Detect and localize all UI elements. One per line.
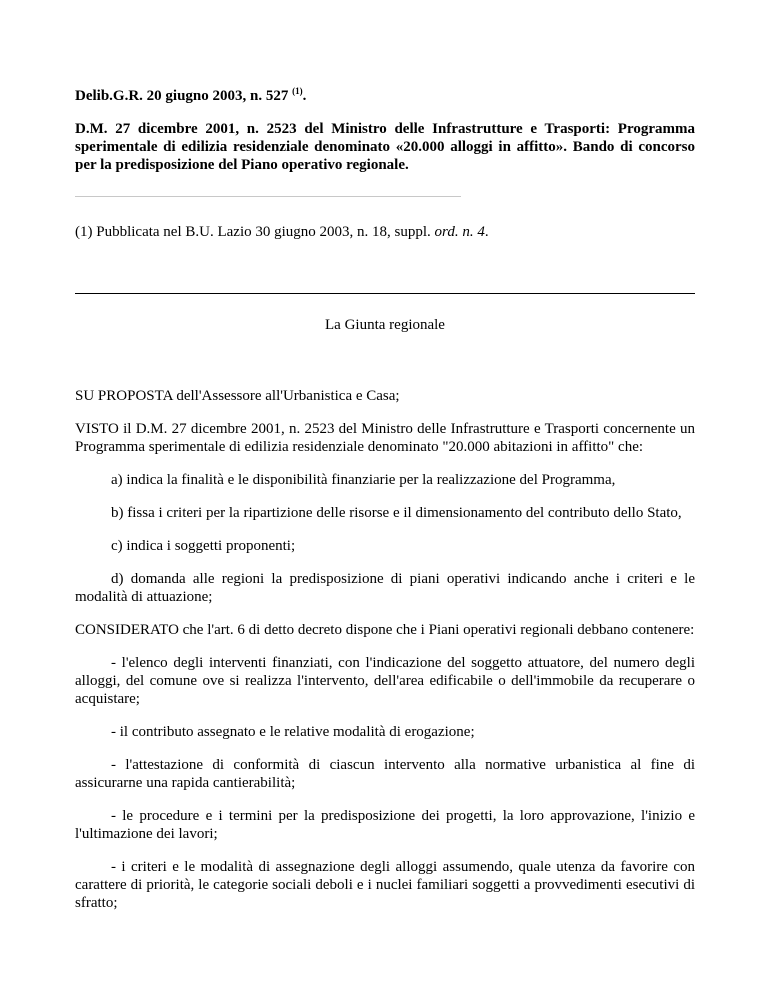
footnote-reference[interactable]: (1) xyxy=(292,86,303,96)
list-item: - il contributo assegnato e le relative modalità di erogazione; xyxy=(111,724,475,740)
list-item: d) domanda alle regioni la predisposizione di piani operativi indicando anche i criteri e le modalità di attuazione; xyxy=(75,571,695,605)
footnote-end: . xyxy=(484,224,489,240)
list-item: - l'elenco degli interventi finanziati, con l'indicazione del soggetto attuatore, del numero degli alloggi, del comune ove si realizza l'intervento, dell'area edificabile o dell'immobile da recuperare o acquistare; xyxy=(75,655,695,707)
list-item: c) indica i soggetti proponenti; xyxy=(111,538,296,554)
list-item: b) fissa i criteri per la ripartizione delle risorse e il dimensionamento del contributo dello Stato, xyxy=(111,505,682,521)
list-item: - le procedure e i termini per la predisposizione dei progetti, la loro approvazione, l'inizio e l'ultimazione dei lavori; xyxy=(75,808,695,842)
title-text: Delib.G.R. 20 giugno 2003, n. 527 xyxy=(75,88,289,104)
paragraph-proposta: SU PROPOSTA dell'Assessore all'Urbanistica e Casa; xyxy=(75,388,400,404)
document-body xyxy=(75,387,695,927)
section-heading: La Giunta regionale xyxy=(325,317,445,333)
list-item: a) indica la finalità e le disponibilità finanziarie per la realizzazione del Programma, xyxy=(111,472,616,488)
paragraph-visto: VISTO il D.M. 27 dicembre 2001, n. 2523 del Ministro delle Infrastrutture e Trasporti concernente un Programma sperimentale di edilizia residenziale denominato "20.000 abitazioni in affitto" che: xyxy=(75,421,695,455)
footnote xyxy=(75,223,489,241)
footnote-text: (1) Pubblicata nel B.U. Lazio 30 giugno 2003, n. 18, suppl. xyxy=(75,224,431,240)
footnote-divider xyxy=(75,196,461,197)
document-title xyxy=(75,87,306,105)
section-divider xyxy=(75,293,695,294)
list-item: - l'attestazione di conformità di ciascun intervento alla normative urbanistica al fine di assicurarne una rapida cantierabilità; xyxy=(75,757,695,791)
paragraph-considerato: CONSIDERATO che l'art. 6 di detto decreto dispone che i Piani operativi regionali debbano contenere: xyxy=(75,622,695,638)
list-item: - i criteri e le modalità di assegnazione degli alloggi assumendo, quale utenza da favorire con carattere di priorità, le categorie sociali deboli e i nuclei familiari soggetti a provvedimenti esecutivi di sfratto; xyxy=(75,859,695,911)
footnote-italic: ord. n. 4 xyxy=(434,224,485,240)
title-end: . xyxy=(302,88,307,104)
document-subject: D.M. 27 dicembre 2001, n. 2523 del Ministro delle Infrastrutture e Trasporti: Programma sperimentale di edilizia residenziale denominato «20.000 alloggi in affitto». Bando di concorso per la predisposizione del Piano operativo regionale. xyxy=(75,121,695,173)
